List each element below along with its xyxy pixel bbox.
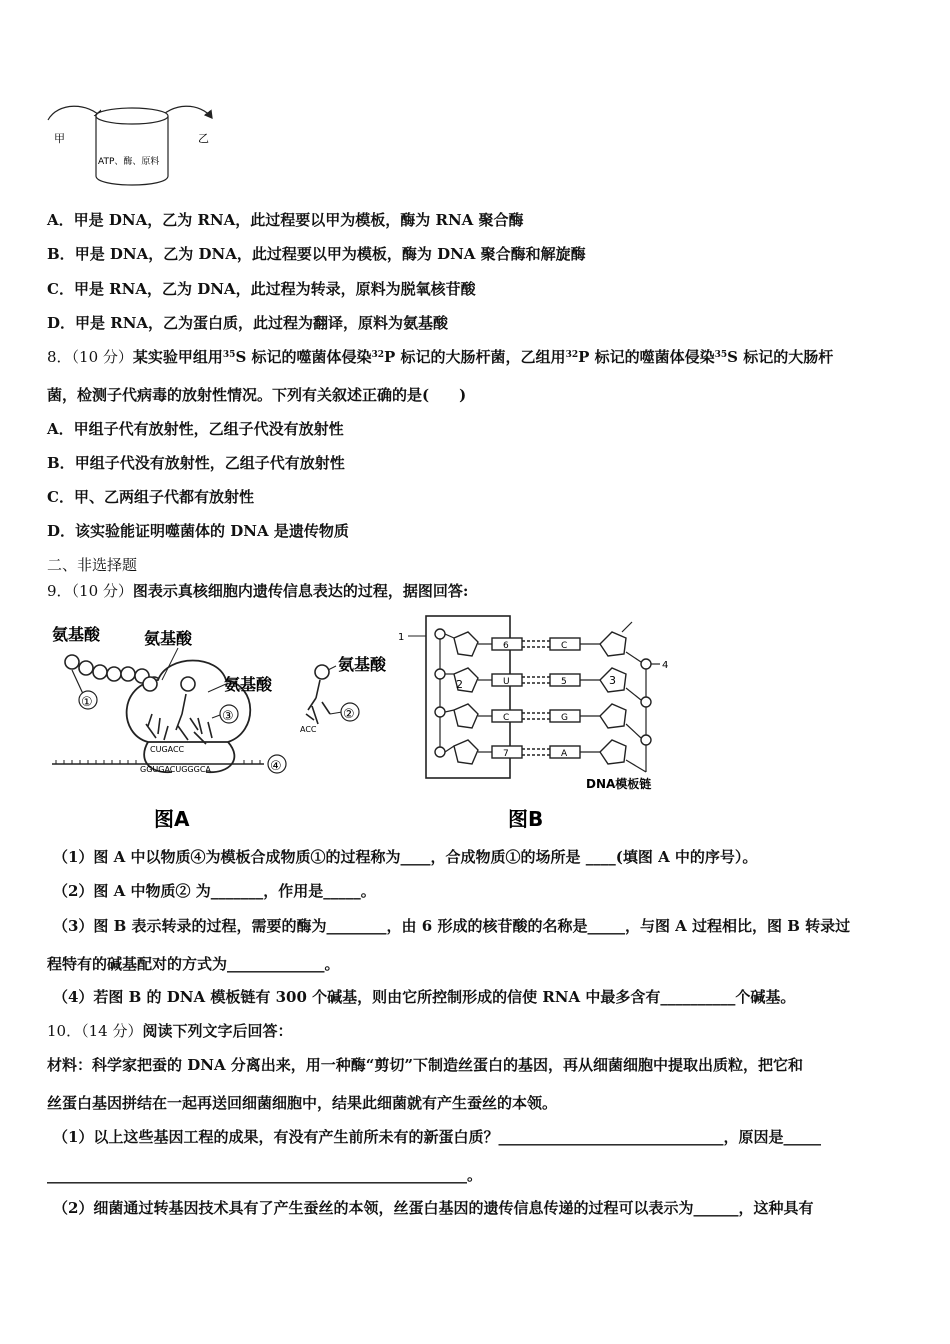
- acc-text: ACC: [300, 725, 317, 734]
- figure-a-trna: [292, 644, 402, 740]
- q8-option-c: C．甲、乙两组子代都有放射性: [47, 488, 254, 506]
- q10-material-line1: 材料：科学家把蚕的 DNA 分离出来，用一种酶“剪切”下制造丝蛋白的基因，再从细菌细胞中提取出质粒，把它和: [47, 1056, 804, 1074]
- label-n3: ③: [222, 709, 234, 724]
- figure-b-transcription: [396, 612, 676, 838]
- amino-label-1: 氨基酸: [52, 625, 101, 644]
- base-left-4: 7: [503, 749, 509, 759]
- q7-process-figure: [40, 98, 230, 190]
- q7-option-b: B．甲是 DNA，乙为 DNA，此过程要以甲为模板，酶为 DNA 聚合酶和解旋酶: [47, 245, 586, 263]
- figure-a-translation: [48, 614, 298, 836]
- q9-sub4: （4）若图 B 的 DNA 模板链有 300 个碱基，则由它所控制形成的信使 RNA 中最多含有__________个碱基。: [53, 988, 796, 1006]
- q9-stem: 9．（10 分）图表示真核细胞内遗传信息表达的过程，据图回答:: [47, 582, 469, 600]
- label-2: 2: [456, 678, 463, 691]
- amino-label-2: 氨基酸: [144, 629, 193, 648]
- base-right-3: G: [561, 713, 568, 723]
- label-n2: ②: [343, 707, 355, 722]
- q10-sub2-line1: （2）细菌通过转基因技术具有了产生蚕丝的本领，丝蛋白基因的遗传信息传递的过程可以表示为______，这种具有: [53, 1199, 814, 1217]
- label-1: 1: [398, 632, 405, 643]
- label-n4: ④: [270, 759, 282, 774]
- label-n1: ①: [81, 695, 93, 710]
- base-right-2: 5: [561, 677, 567, 687]
- cylinder-text: ATP、酶、原料: [98, 157, 160, 167]
- base-right-4: A: [561, 749, 568, 759]
- q8-stem-line2: 菌，检测子代病毒的放射性情况。下列有关叙述正确的是( ): [47, 386, 467, 404]
- q8-option-a: A．甲组子代有放射性，乙组子代没有放射性: [47, 420, 344, 438]
- cylinder-body: [96, 116, 168, 185]
- left-label: 甲: [54, 132, 65, 145]
- template-label: DNA模板链: [586, 777, 652, 791]
- caption-b: 图B: [508, 807, 544, 831]
- q9-sub3-line1: （3）图 B 表示转录的过程，需要的酶为________，由 6 形成的核苷酸的名称是_____，与图 A 过程相比，图 B 转录过: [53, 917, 851, 935]
- amino-label-3: 氨基酸: [224, 675, 273, 694]
- right-label: 乙: [198, 132, 209, 145]
- q9-sub3-line2: 程特有的碱基配对的方式为_____________。: [47, 955, 340, 973]
- q7-option-c: C．甲是 RNA，乙为 DNA，此过程为转录，原料为脱氧核苷酸: [47, 280, 476, 298]
- q8-option-d: D．该实验能证明噬菌体的 DNA 是遗传物质: [47, 522, 349, 540]
- base-left-1: 6: [503, 641, 509, 651]
- cylinder-top: [96, 108, 168, 124]
- label-4: 4: [662, 660, 669, 671]
- section-heading: 二、非选择题: [47, 556, 138, 574]
- q7-option-a: A．甲是 DNA，乙为 RNA，此过程要以甲为模板，酶为 RNA 聚合酶: [47, 211, 524, 229]
- q10-material-line2: 丝蛋白基因拼结在一起再送回细菌细胞中，结果此细菌就有产生蚕丝的本领。: [47, 1094, 558, 1112]
- label-3: 3: [609, 674, 616, 687]
- base-left-2: U: [503, 677, 510, 687]
- q8-stem-line1: 8．（10 分）某实验甲组用$^{35}$S 标记的噬菌体侵染$^{32}$P 标记的大肠杆菌，乙组用$^{32}$P 标记的噬菌体侵染$^{35}$S 标记的大肠杆: [47, 348, 834, 366]
- q8-option-b: B．甲组子代没有放射性，乙组子代有放射性: [47, 454, 345, 472]
- q9-sub1: （1）图 A 中以物质④为模板合成物质①的过程称为____，合成物质①的场所是 ____(填图 A 中的序号）。: [53, 848, 758, 866]
- q10-sub1-line2: ________________________________________________________。: [47, 1166, 483, 1184]
- q10-sub1-line1: （1）以上这些基因工程的成果，有没有产生前所未有的新蛋白质？______________________________，原因是_____: [53, 1128, 821, 1146]
- q9-sub2: （2）图 A 中物质② 为_______，作用是_____。: [53, 882, 376, 900]
- q10-stem: 10．（14 分）阅读下列文字后回答：: [47, 1022, 293, 1040]
- mrna-text: GGUGACUGGGCA: [140, 765, 211, 774]
- base-left-3: C: [503, 713, 510, 723]
- input-arrow: [48, 106, 102, 120]
- q7-option-d: D．甲是 RNA，乙为蛋白质，此过程为翻译，原料为氨基酸: [47, 314, 449, 332]
- amino-label-4: 氨基酸: [338, 655, 387, 674]
- anticodon-text: CUGACC: [150, 745, 185, 754]
- caption-a: 图A: [154, 807, 190, 831]
- base-right-1: C: [561, 641, 568, 651]
